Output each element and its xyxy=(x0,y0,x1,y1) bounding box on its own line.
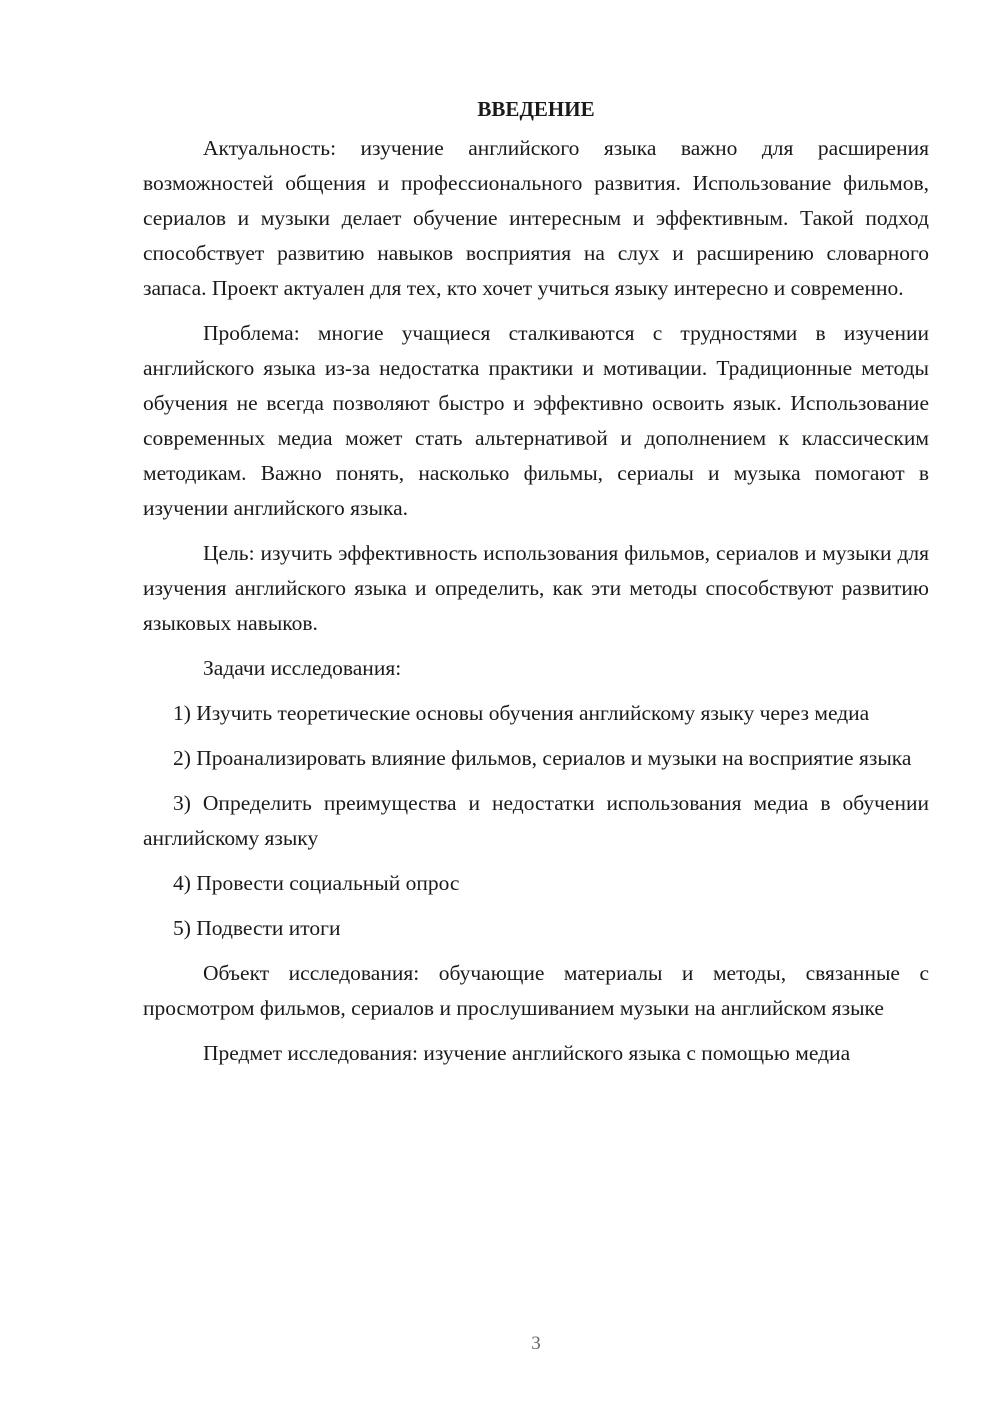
task-item-5: 5) Подвести итоги xyxy=(173,916,341,940)
task-item-2: 2) Проанализировать влияние фильмов, сериалов и музыки на восприятие языка xyxy=(173,746,912,770)
document-page xyxy=(143,92,929,1071)
problem-paragraph: Проблема: многие учащиеся сталкиваются с трудностями в изучении английского языка из-за недостатка практики и мотивации. Традиционные методы обучения не всегда позволяют быстро и эффективно освоить язык. Использование современных медиа может стать альтернативой и дополнением к классическим методикам. Важно понять, насколько фильмы, сериалы и музыка помогают в изучении английского языка. xyxy=(143,321,929,520)
object-paragraph: Объект исследования: обучающие материалы и методы, связанные с просмотром фильмов, сериалов и прослушиванием музыки на английском языке xyxy=(143,961,929,1020)
goal-paragraph: Цель: изучить эффективность использования фильмов, сериалов и музыки для изучения английского языка и определить, как эти методы способствуют развитию языковых навыков. xyxy=(143,541,929,635)
task-item-3: 3) Определить преимущества и недостатки использования медиа в обучении английскому языку xyxy=(143,791,929,850)
subject-paragraph: Предмет исследования: изучение английского языка с помощью медиа xyxy=(203,1041,851,1065)
section-title: ВВЕДЕНИЕ xyxy=(477,97,595,121)
task-item-4: 4) Провести социальный опрос xyxy=(173,871,460,895)
page-number: 3 xyxy=(531,1333,541,1354)
relevance-paragraph: Актуальность: изучение английского языка важно для расширения возможностей общения и профессионального развития. Использование фильмов, сериалов и музыки делает обучение интересным и эффективным. Такой подход способствует развитию навыков восприятия на слух и расширению словарного запаса. Проект актуален для тех, кто хочет учиться языку интересно и современно. xyxy=(143,136,929,300)
task-item-1: 1) Изучить теоретические основы обучения английскому языку через медиа xyxy=(173,701,870,725)
tasks-heading: Задачи исследования: xyxy=(203,656,402,680)
